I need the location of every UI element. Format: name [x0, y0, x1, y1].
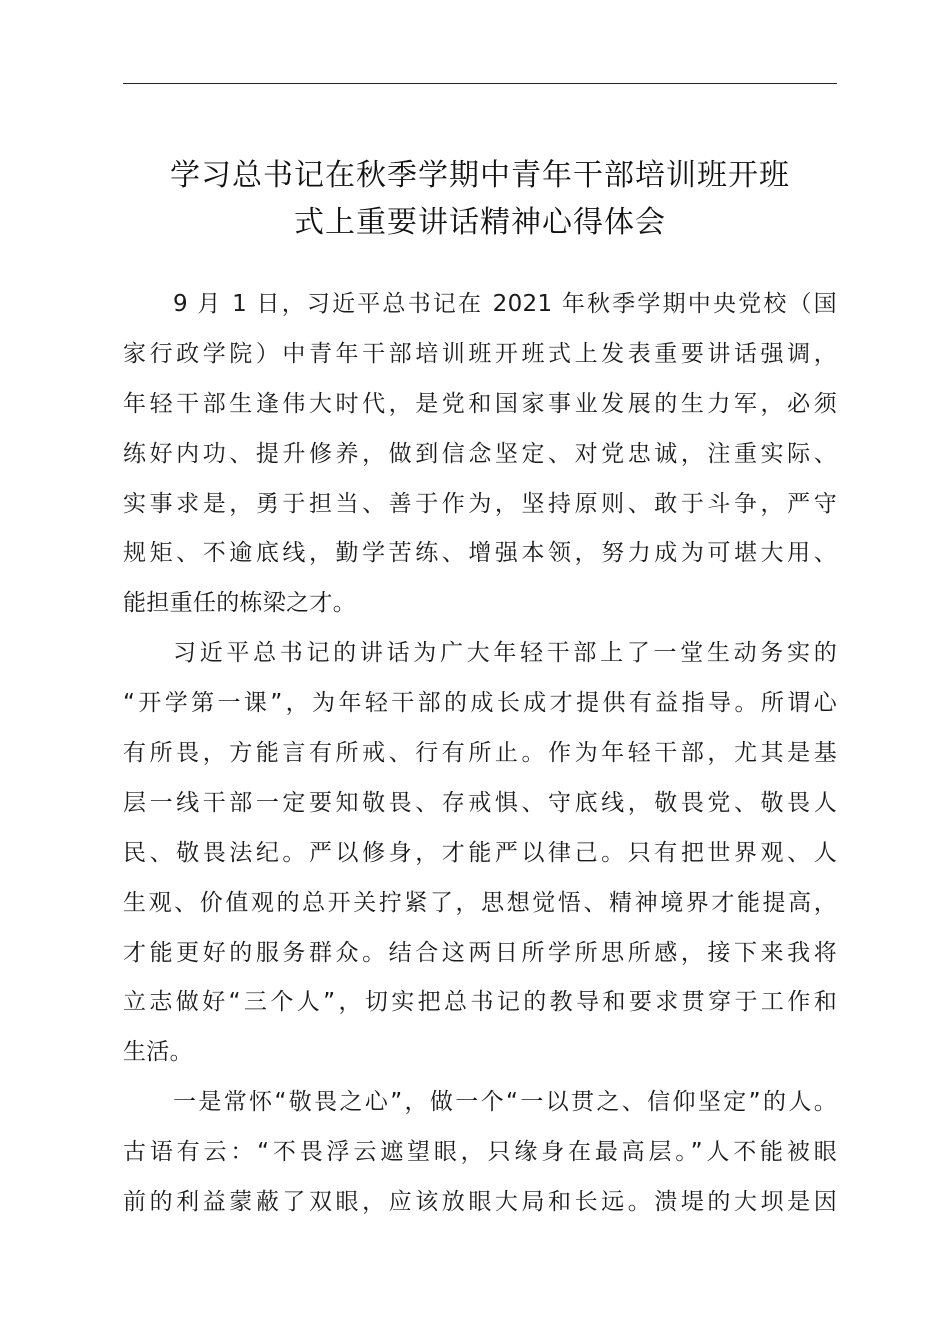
text-line: 立志做好“三个人”，切实把总书记的教导和要求贯穿于工作和 — [123, 989, 837, 1016]
text-line: 年轻干部生逢伟大时代，是党和国家事业发展的生力军，必须 — [123, 390, 837, 417]
paragraph-2 — [123, 629, 837, 1078]
text-line: 家行政学院）中青年干部培训班开班式上发表重要讲话强调， — [123, 340, 837, 367]
text-line: 民、敬畏法纪。严以修身，才能严以律己。只有把世界观、人 — [123, 839, 837, 866]
text-line: “开学第一课”，为年轻干部的成长成才提供有益指导。所谓心 — [123, 690, 837, 717]
text-line: 练好内功、提升修养，做到信念坚定、对党忠诚，注重实际、 — [123, 440, 837, 467]
title-line: 式上重要讲话精神心得体会 — [294, 205, 666, 240]
text-line: 规矩、不逾底线，勤学苦练、增强本领，努力成为可堪大用、 — [123, 540, 837, 567]
text-line: 习近平总书记的讲话为广大年轻干部上了一堂生动务实的 — [173, 640, 837, 667]
text-line: 古语有云：“不畏浮云遮望眼，只缘身在最高层。”人不能被眼 — [123, 1139, 837, 1166]
paragraph-3 — [123, 1078, 837, 1228]
header-divider — [123, 83, 837, 84]
text-line: 前的利益蒙蔽了双眼，应该放眼大局和长远。溃堤的大坝是因 — [123, 1189, 837, 1216]
text-line: 9 月 1 日，习近平总书记在 2021 年秋季学期中央党校（国 — [173, 291, 837, 317]
text-line: 能担重任的栋梁之才。 — [123, 590, 356, 617]
text-line: 才能更好的服务群众。结合这两日所学所思所感，接下来我将 — [123, 939, 837, 966]
document-body — [123, 280, 837, 1228]
title-line: 学习总书记在秋季学期中青年干部培训班开班 — [170, 158, 790, 193]
text-line: 层一线干部一定要知敬畏、存戒惧、守底线，敬畏党、敬畏人 — [123, 789, 837, 816]
text-line: 实事求是，勇于担当、善于作为，坚持原则、敢于斗争，严守 — [123, 490, 837, 517]
text-line: 一是常怀“敬畏之心”，做一个“一以贯之、信仰坚定”的人。 — [173, 1089, 837, 1116]
document-title — [110, 152, 850, 246]
text-line: 生活。 — [123, 1039, 193, 1066]
text-line: 有所畏，方能言有所戒、行有所止。作为年轻干部，尤其是基 — [123, 740, 837, 767]
text-line: 生观、价值观的总开关拧紧了，思想觉悟、精神境界才能提高， — [123, 889, 837, 916]
paragraph-1 — [123, 280, 837, 629]
